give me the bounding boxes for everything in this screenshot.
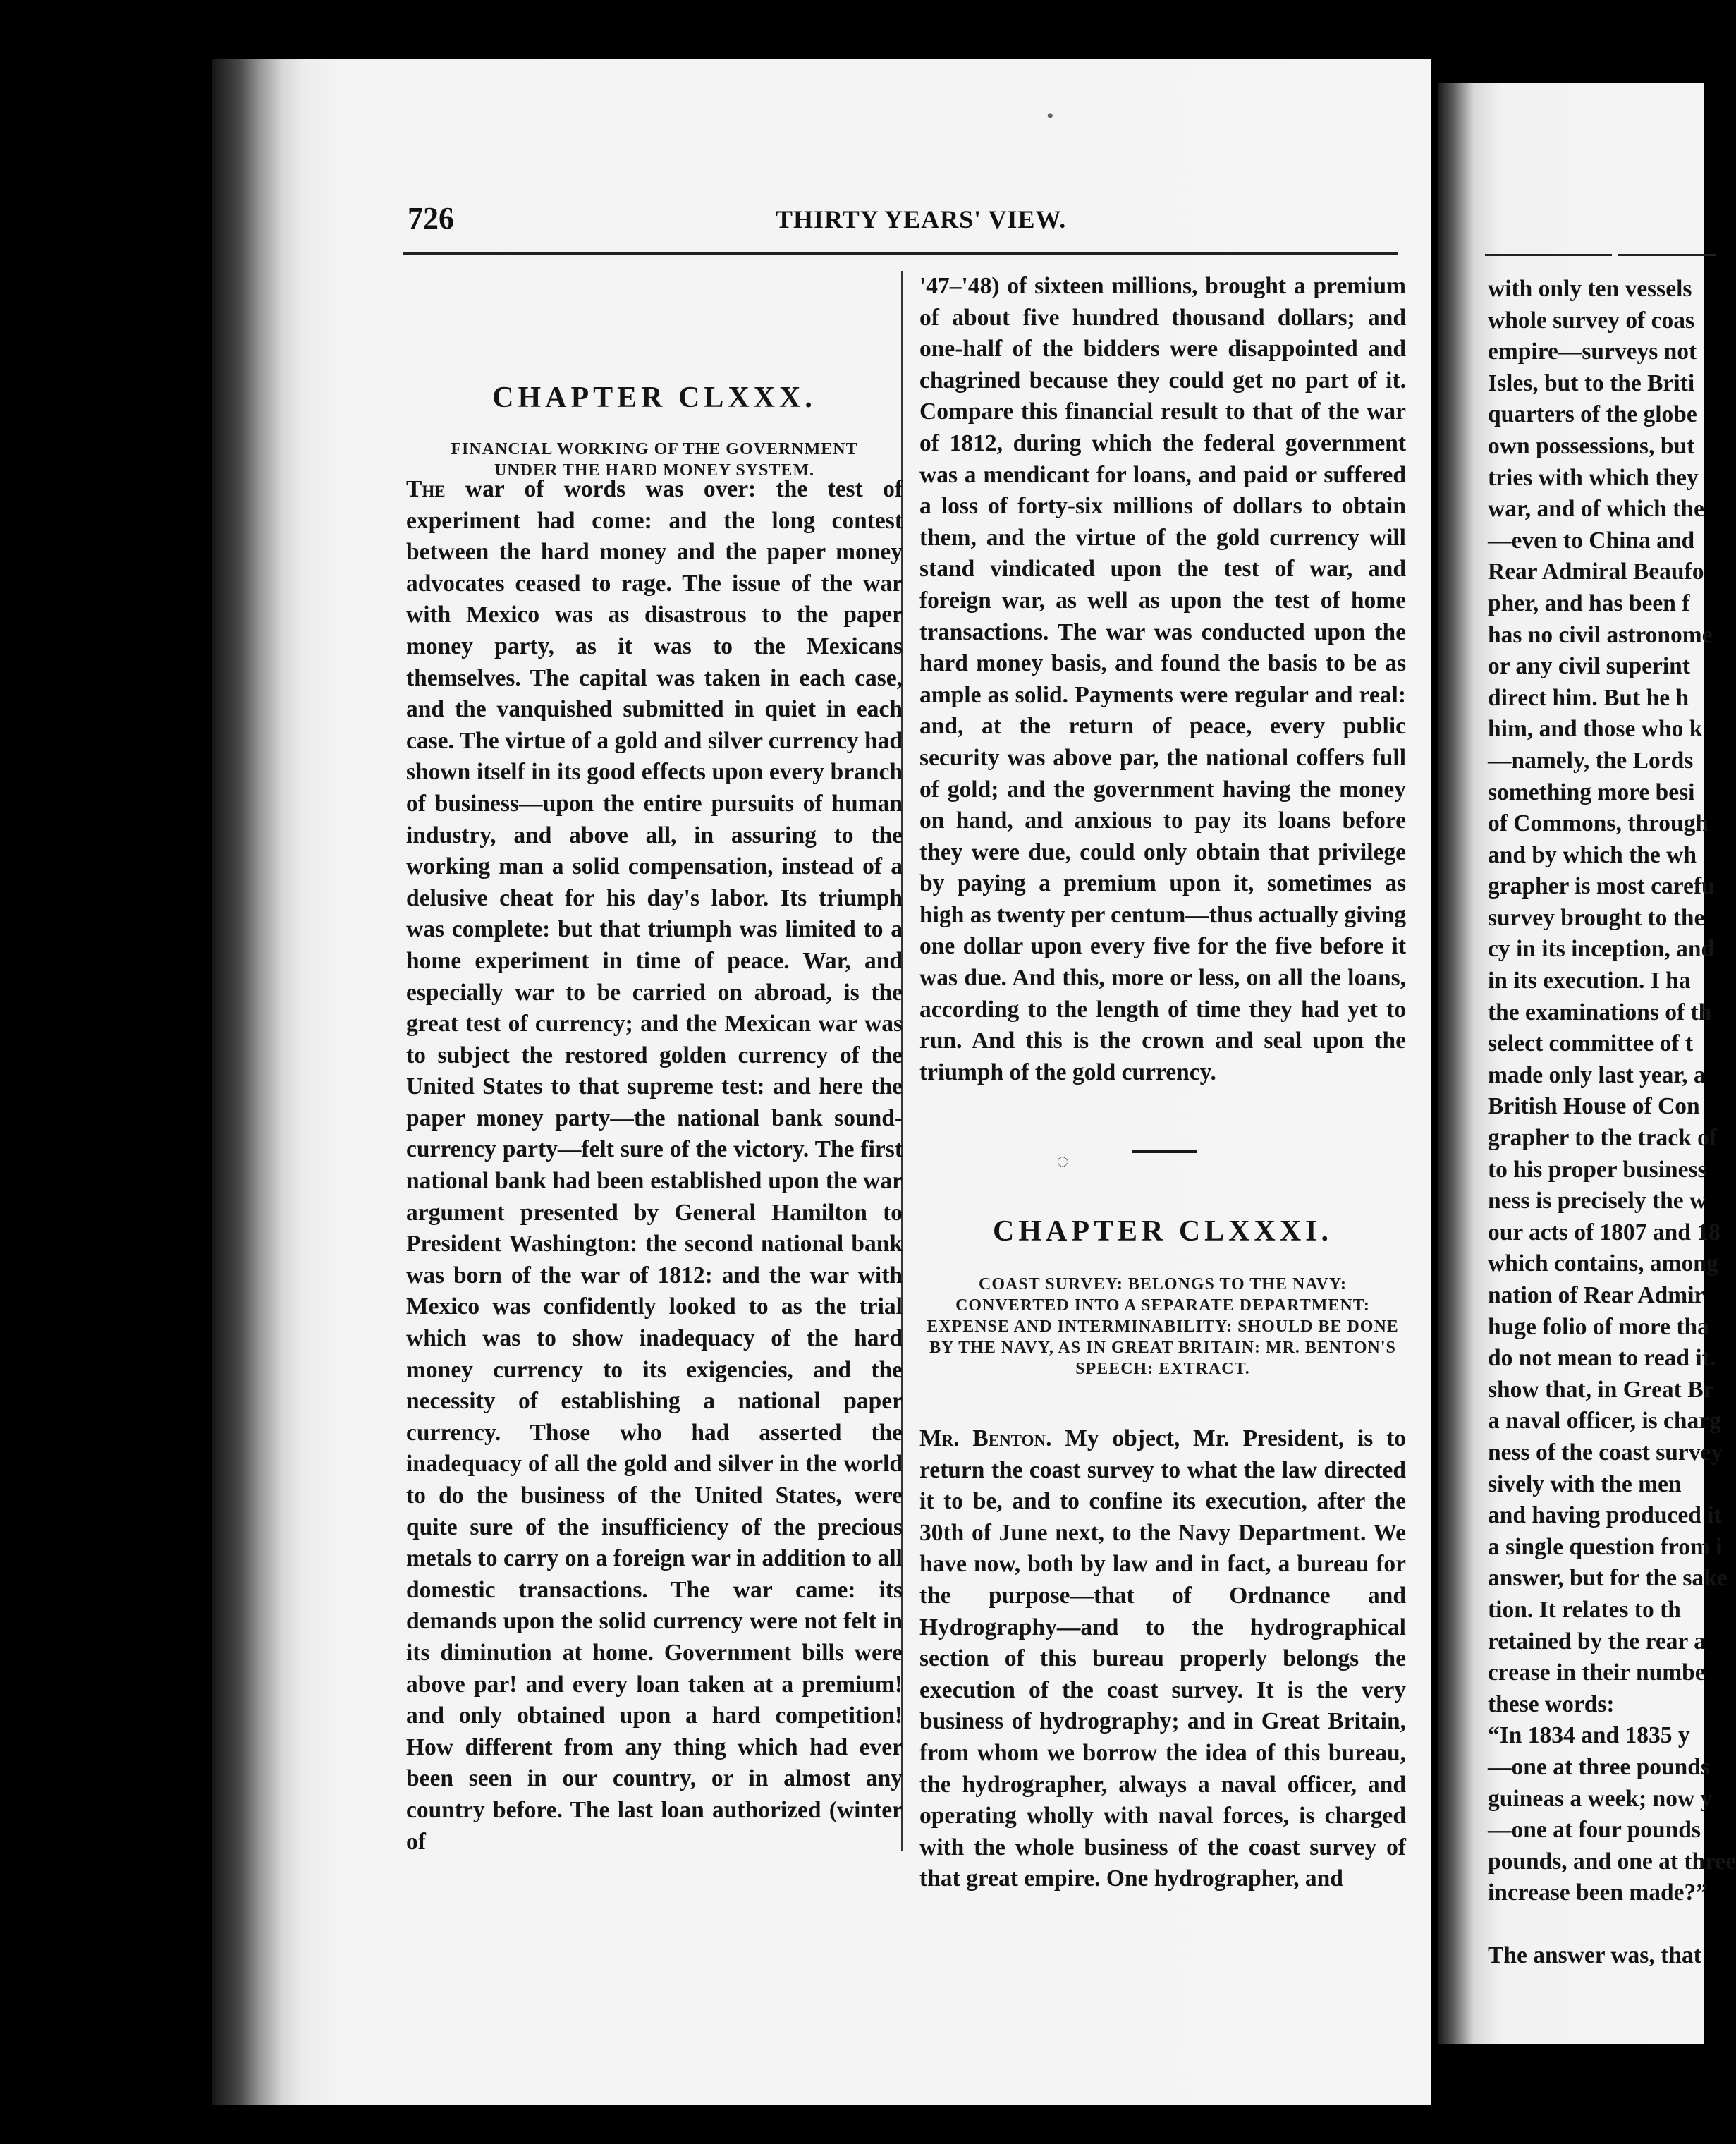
right-page-line: nation of Rear Admir bbox=[1488, 1282, 1705, 1308]
chapter-181-subtitle: COAST SURVEY: BELONGS TO THE NAVY: CONVERTED INTO A SEPARATE DEPARTMENT: EXPENSE AND INTERMINABILITY: SHOULD BE DONE BY THE NAVY, AS IN GREAT BRITAIN: MR. BENTON'S SPEECH: EXTRACT. bbox=[927, 1275, 1399, 1378]
right-page-line: whole survey of coas bbox=[1488, 307, 1695, 334]
right-page-line: guineas a week; now y bbox=[1488, 1785, 1713, 1812]
right-page-line: —one at three pounds bbox=[1488, 1753, 1710, 1780]
right-page-line: these words: bbox=[1488, 1691, 1615, 1717]
right-page-line: grapher to the track of bbox=[1488, 1125, 1718, 1152]
right-page-line: a single question from i bbox=[1488, 1533, 1723, 1560]
chapter-180-heading: CHAPTER CLXXX. bbox=[492, 382, 817, 414]
chapter-180-body bbox=[406, 474, 903, 1858]
right-page-line: and by which the wh bbox=[1488, 841, 1697, 868]
right-page-line: retained by the rear a bbox=[1488, 1628, 1706, 1655]
right-page-line: do not mean to read it. bbox=[1488, 1345, 1716, 1372]
dropcap-word: The bbox=[406, 476, 446, 502]
right-page-line: which contains, among bbox=[1488, 1250, 1718, 1277]
right-page-line: quarters of the globe bbox=[1488, 401, 1697, 428]
right-page-line: crease in their numbe bbox=[1488, 1659, 1706, 1686]
chapter-180-continuation: '47–'48) of sixteen millions, brought a premium of about five hundred thousand dollars; and one-half of the bidders were disappointed and chagrined because they could get no part of it. Compare this financial result to that of the war of 1812, during which the federal government was a mendicant for loans, and paid or suffered a loss of forty-six millions of dollars to obtain them, and the virtue of the gold currency will stand vindicated upon the test of war, and foreign war, as well as upon the test of home transactions. The war was conducted upon the hard money basis, and found the basis to be as ample as solid. Payments were regular and real: and, at the return of peace, every public security was above par, the national coffers full of gold; and the government having the money on hand, and anxious to pay its loans before they were due, could only obtain that privilege by paying a premium upon it, sometimes as high as twenty per centum—thus actually giving one dollar upon every five for the five before it was due. And this, more or less, on all the loans, according to the length of time they had yet to run. And this is the crown and seal upon the triumph of the gold currency. bbox=[919, 273, 1406, 1085]
right-page-line: something more besi bbox=[1488, 779, 1695, 805]
right-page-line: Rear Admiral Beaufo bbox=[1488, 559, 1704, 585]
chapter-181-body bbox=[919, 1423, 1406, 1895]
right-page-line: “In 1834 and 1835 y bbox=[1488, 1722, 1690, 1749]
right-page-line: made only last year, a bbox=[1488, 1061, 1706, 1088]
right-page-line: select committee of t bbox=[1488, 1030, 1694, 1057]
right-page-line: The answer was, that bbox=[1488, 1942, 1701, 1969]
right-page-line: tion. It relates to th bbox=[1488, 1596, 1681, 1623]
right-page-line: a naval officer, is charg bbox=[1488, 1408, 1721, 1435]
right-page-line: increase been made?” bbox=[1488, 1880, 1709, 1906]
right-page-line: sively with the men bbox=[1488, 1470, 1682, 1497]
scan-speck: ◌ bbox=[1056, 1150, 1069, 1173]
right-page-line: tries with which they bbox=[1488, 464, 1699, 491]
column-left bbox=[406, 474, 903, 1858]
right-page-line: our acts of 1807 and 18 bbox=[1488, 1219, 1720, 1245]
right-page-line: cy in its inception, and bbox=[1488, 936, 1715, 963]
column-middle bbox=[919, 271, 1406, 1088]
right-page-line: survey brought to the bbox=[1488, 904, 1705, 931]
right-page-line: or any civil superint bbox=[1488, 653, 1690, 680]
right-page-line: has no civil astronome bbox=[1488, 621, 1713, 648]
right-page-line: direct him. But he h bbox=[1488, 684, 1689, 711]
header-rule bbox=[403, 252, 1398, 255]
right-page-line: with only ten vessels bbox=[1488, 276, 1692, 302]
right-page-line: the examinations of th bbox=[1488, 999, 1712, 1025]
chapter-180-text: war of words was over: the test of experiment had come: and the long contest between the hard money and the paper money advocates ceased to rage. The issue of the war with Mexico was as disastrous to the paper money party, as it was to the Mexicans themselves. The capital was taken in each case, and the vanquished submitted in quiet in each case. The virtue of a gold and silver currency had shown itself in its good effects upon every branch of business—upon the entire pursuits of human industry, and above all, in assuring to the working man a solid compensation, instead of a delusive cheat for his day's labor. Its triumph was complete: but that triumph was limited to a home experiment in time of peace. War, and especially war to be carried on abroad, is the great test of currency; and the Mexican war was to subject the restored golden currency of the United States to that supreme test: and here the paper money party—the national bank sound-currency party—felt sure of the victory. The first national bank had been established upon the war argument presented by General Hamilton to President Washington: the second national bank was born of the war of 1812: and the war with Mexico was confidently looked to as the trial which was to show inadequacy of the hard money currency to its exigencies, and the necessity of establishing a national paper currency. Those who had asserted the inadequacy of all the gold and silver in the world to do the business of the United States, were quite sure of the insufficiency of the precious metals to carry on a foreign war in addition to all domestic transactions. The war came: its demands upon the solid currency were not felt in its diminution at home. Government bills were above par! and every loan taken at a premium! and only obtained upon a hard competition! How different from any thing which had ever been seen in our country, or in almost any country before. The last loan authorized (winter of bbox=[406, 476, 903, 1855]
right-page-line: —even to China and bbox=[1488, 527, 1695, 554]
right-page-line: show that, in Great Br bbox=[1488, 1376, 1714, 1403]
right-page-line: grapher is most carefu bbox=[1488, 873, 1715, 900]
right-page-line: ness of the coast survey bbox=[1488, 1439, 1723, 1466]
right-page-line: ness is precisely the w bbox=[1488, 1188, 1707, 1214]
right-page-line: —one at four pounds bbox=[1488, 1817, 1701, 1844]
right-page-line: own possessions, but bbox=[1488, 432, 1695, 459]
chapter-181-heading: CHAPTER CLXXXI. bbox=[992, 1215, 1333, 1248]
chapter-180-subtitle-line-1: FINANCIAL WORKING OF THE GOVERNMENT bbox=[451, 440, 858, 458]
right-page-line: war, and of which the bbox=[1488, 496, 1704, 523]
right-page-line: to his proper business bbox=[1488, 1156, 1707, 1183]
running-title: THIRTY YEARS' VIEW. bbox=[776, 205, 1067, 233]
right-page-line: Isles, but to the Briti bbox=[1488, 370, 1695, 396]
right-page-line: of Commons, through bbox=[1488, 810, 1709, 837]
right-header-rule-2 bbox=[1618, 254, 1716, 256]
scan-speck: • bbox=[1046, 104, 1054, 128]
right-page-line: answer, but for the sake bbox=[1488, 1565, 1728, 1592]
chapter-181-paragraph bbox=[919, 1423, 1406, 1895]
right-page-line: British House of Con bbox=[1488, 1093, 1700, 1120]
right-page-column bbox=[1488, 274, 1736, 1972]
right-page-line: pounds, and one at three bbox=[1488, 1848, 1736, 1875]
speaker-name: Mr. Benton. bbox=[919, 1425, 1052, 1451]
chapter-180-subtitle-line-2: UNDER THE HARD MONEY SYSTEM. bbox=[494, 461, 815, 480]
chapter-181-text: My object, Mr. President, is to return the coast survey to what the law directed it to be, and to confine its execution, after the 30th of June next, to the Navy Department. We have now, both by law and in fact, a bureau for the purpose—that of Ordnance and Hydrography—and to the hydrographical section of this bureau properly belongs the execution of the coast survey. It is the very business of hydrography; and in Great Britain, from whom we borrow the idea of this bureau, the hydrographer, always a naval officer, and operating wholly with naval forces, is charged with the whole business of the coast survey of that great empire. One hydrographer, and bbox=[919, 1425, 1406, 1892]
right-page-line: huge folio of more tha bbox=[1488, 1313, 1709, 1340]
right-header-rule-1 bbox=[1485, 254, 1612, 256]
right-page-line: empire—surveys not bbox=[1488, 339, 1697, 365]
right-page-line bbox=[1488, 1909, 1713, 1941]
right-page-line: in its execution. I ha bbox=[1488, 968, 1691, 994]
section-divider-rule bbox=[1132, 1150, 1197, 1153]
right-page-line: —namely, the Lords bbox=[1488, 747, 1694, 774]
right-page-line: him, and those who k bbox=[1488, 716, 1703, 743]
right-page-line: pher, and has been f bbox=[1488, 590, 1690, 616]
page-number: 726 bbox=[408, 201, 454, 236]
right-page-line: and having produced it bbox=[1488, 1502, 1722, 1529]
